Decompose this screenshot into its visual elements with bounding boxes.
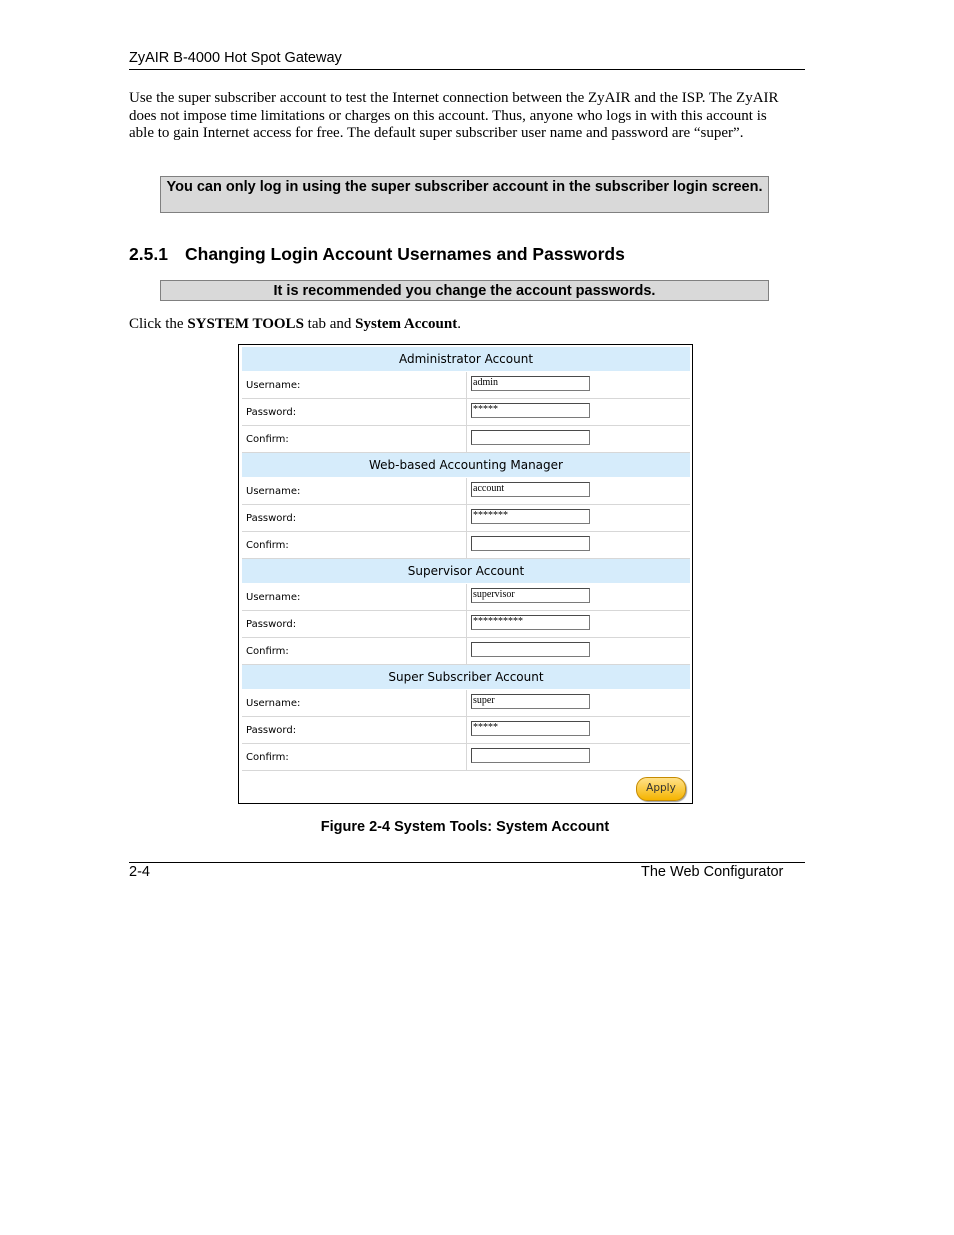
footer-chapter: The Web Configurator [641, 864, 784, 880]
accounting-manager-header: Web-based Accounting Manager [242, 453, 690, 478]
form-row [242, 426, 690, 453]
form-row [242, 532, 690, 559]
accounting-username-input[interactable]: account [471, 482, 590, 497]
accounting-password-input[interactable]: ******* [471, 509, 590, 524]
password-label: Password: [242, 717, 467, 743]
super-subscriber-confirm-input[interactable] [471, 748, 590, 763]
note-box-login: You can only log in using the super subscriber account in the subscriber login screen. [160, 176, 769, 213]
username-label: Username: [242, 584, 467, 610]
administrator-account-header: Administrator Account [242, 347, 690, 372]
admin-confirm-input[interactable] [471, 430, 590, 445]
username-label: Username: [242, 478, 467, 504]
footer-rule [129, 862, 805, 863]
apply-row [242, 771, 690, 809]
supervisor-confirm-input[interactable] [471, 642, 590, 657]
supervisor-username-input[interactable]: supervisor [471, 588, 590, 603]
form-row [242, 638, 690, 665]
form-row [242, 478, 690, 505]
section-heading [129, 244, 625, 265]
section-number: 2.5.1 [129, 244, 168, 264]
section-title: Changing Login Account Usernames and Passwords [185, 244, 625, 264]
super-subscriber-username-input[interactable]: super [471, 694, 590, 709]
super-subscriber-account-header: Super Subscriber Account [242, 665, 690, 690]
password-label: Password: [242, 399, 467, 425]
form-row [242, 611, 690, 638]
form-row [242, 690, 690, 717]
system-account-screenshot [238, 344, 693, 804]
instruction-text [129, 316, 461, 333]
instruction-middle: tab and [303, 316, 356, 332]
form-row [242, 717, 690, 744]
apply-button[interactable]: Apply [636, 777, 686, 801]
intro-paragraph: Use the super subscriber account to test the Internet connection between the ZyAIR and the ISP. The ZyAIR does not impose time limitations or charges on this account. Thus, anyone who logs in with this account is able to gain Internet access for free. The default super subscriber user name and password are “super”. [129, 90, 779, 142]
page-number: 2-4 [129, 864, 150, 880]
figure-caption: Figure 2-4 System Tools: System Account [320, 819, 610, 835]
super-subscriber-password-input[interactable]: ***** [471, 721, 590, 736]
password-label: Password: [242, 611, 467, 637]
confirm-label: Confirm: [242, 532, 467, 558]
form-row [242, 584, 690, 611]
instruction-menu-item: System Account [355, 316, 458, 332]
admin-username-input[interactable]: admin [471, 376, 590, 391]
form-row [242, 744, 690, 771]
accounting-confirm-input[interactable] [471, 536, 590, 551]
confirm-label: Confirm: [242, 744, 467, 770]
confirm-label: Confirm: [242, 638, 467, 664]
username-label: Username: [242, 372, 467, 398]
instruction-suffix: . [457, 316, 461, 332]
header-rule [129, 69, 805, 70]
instruction-prefix: Click the [129, 316, 188, 332]
confirm-label: Confirm: [242, 426, 467, 452]
note-box-passwords: It is recommended you change the account passwords. [160, 280, 769, 301]
running-header-title: ZyAIR B-4000 Hot Spot Gateway [129, 50, 342, 66]
form-row [242, 372, 690, 399]
form-row [242, 399, 690, 426]
instruction-tab-name: SYSTEM TOOLS [187, 316, 304, 332]
form-row [242, 505, 690, 532]
username-label: Username: [242, 690, 467, 716]
password-label: Password: [242, 505, 467, 531]
supervisor-account-header: Supervisor Account [242, 559, 690, 584]
admin-password-input[interactable]: ***** [471, 403, 590, 418]
system-account-form [242, 347, 690, 809]
supervisor-password-input[interactable]: ********** [471, 615, 590, 630]
